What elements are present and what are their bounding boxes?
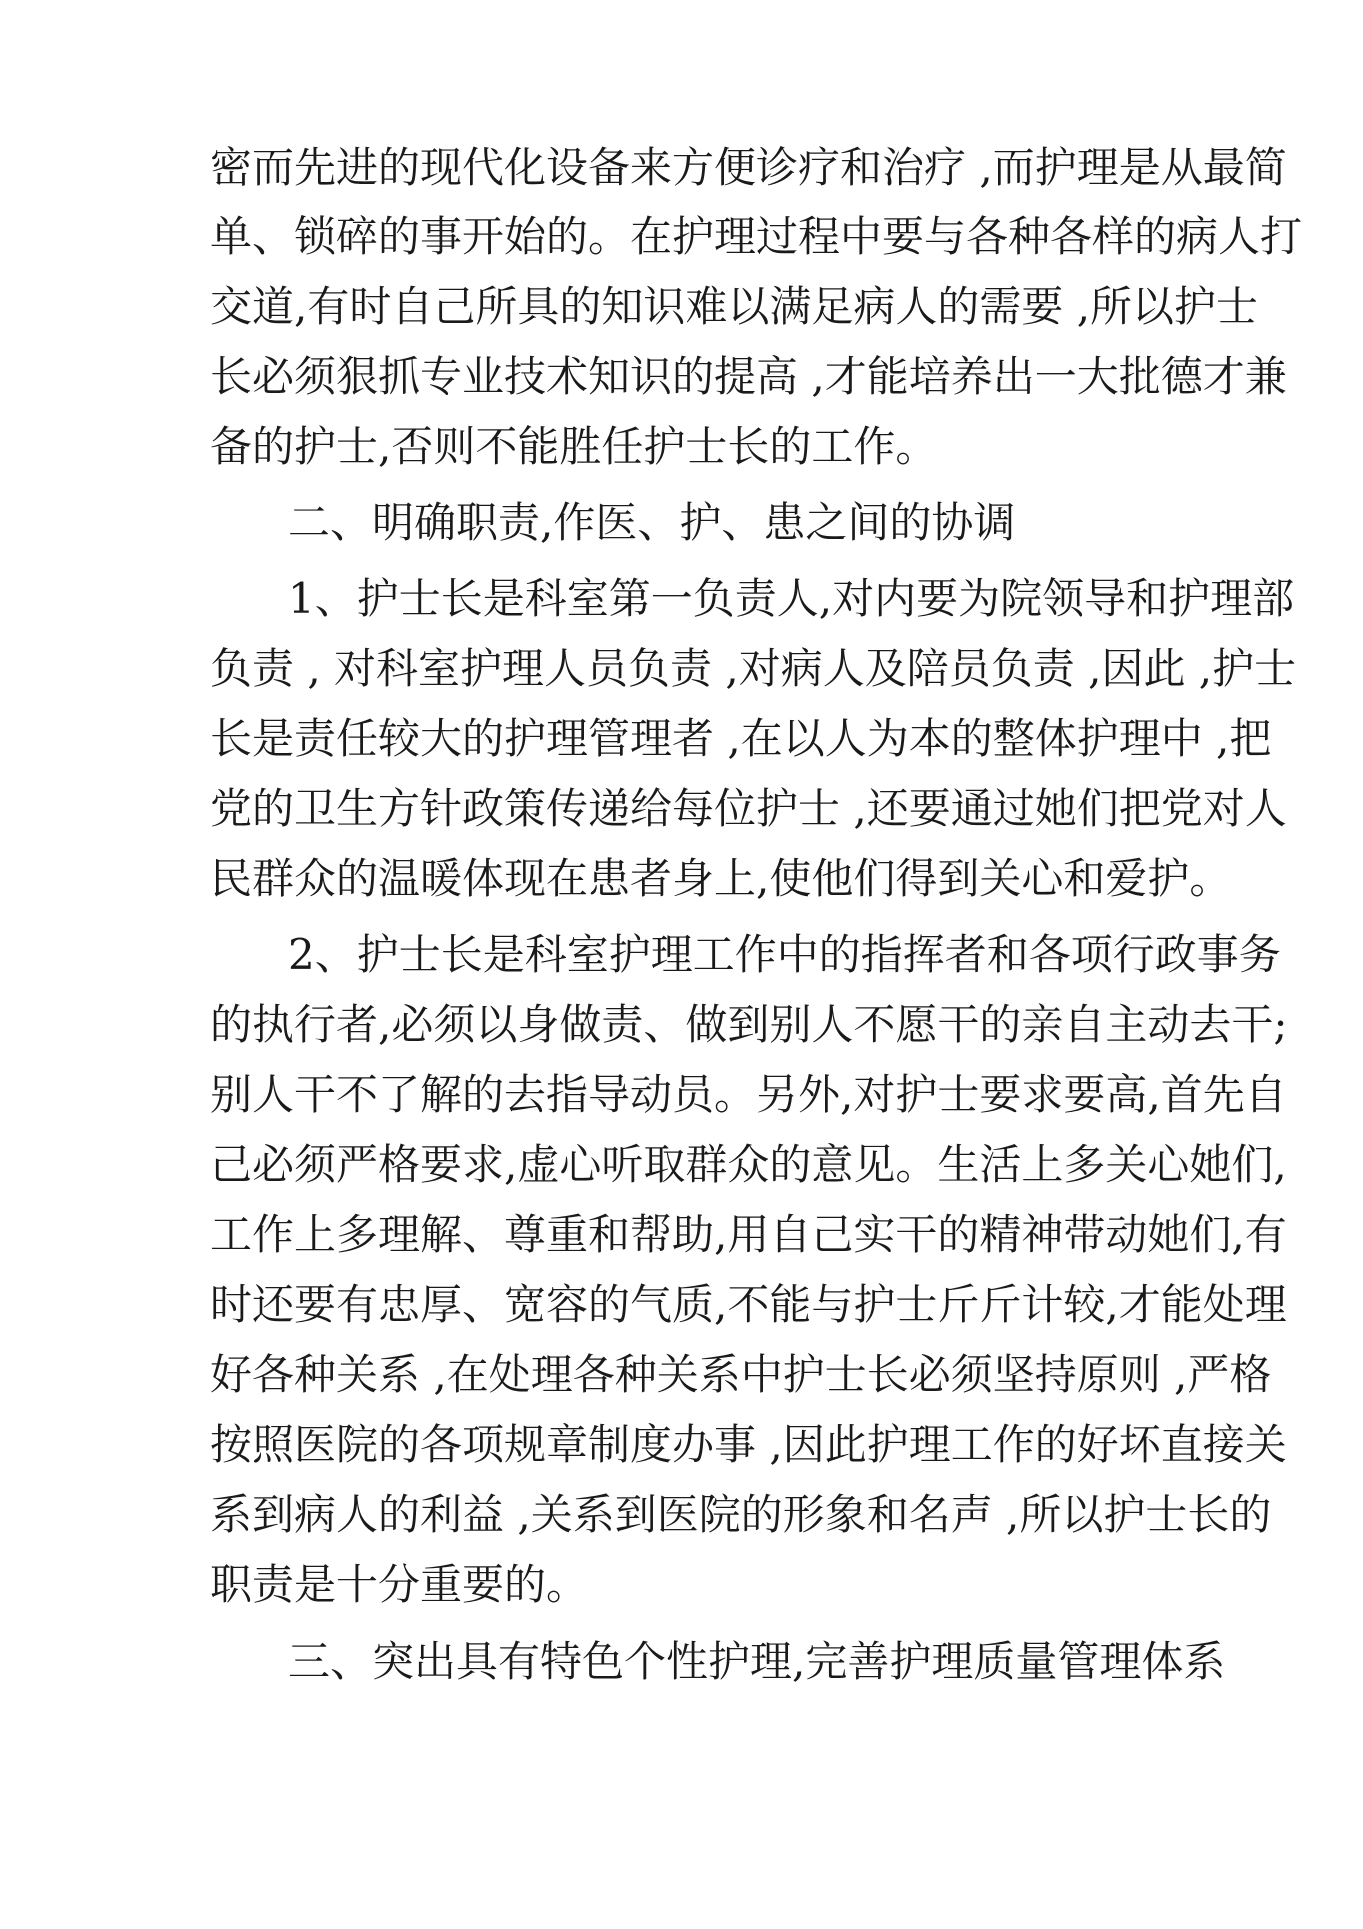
text-line: 民群众的温暖体现在患者身上,使他们得到关心和爱护。 bbox=[210, 854, 1232, 903]
text-line: 按照医院的各项规章制度办事 ,因此护理工作的好坏直接关 bbox=[210, 1420, 1287, 1469]
text-line: 职责是十分重要的。 bbox=[210, 1560, 589, 1609]
paragraph-1-start: 1、护士长是科室第一负责人,对内要为院领导和护理部 bbox=[288, 574, 1295, 623]
section-heading-3: 三、突出具有特色个性护理,完善护理质量管理体系 bbox=[288, 1637, 1226, 1686]
text-line: 备的护士,否则不能胜任护士长的工作。 bbox=[210, 422, 938, 471]
text-line: 密而先进的现代化设备来方便诊疗和治疗 ,而护理是从最简 bbox=[210, 143, 1287, 192]
paragraph-2-start: 2、护士长是科室护理工作中的指挥者和各项行政事务 bbox=[288, 930, 1281, 979]
text-line: 单、锁碎的事开始的。在护理过程中要与各种各样的病人打 bbox=[210, 212, 1303, 261]
text-line: 别人干不了解的去指导动员。另外,对护士要求要高,首先自 bbox=[210, 1070, 1287, 1119]
text-line: 交道,有时自己所具的知识难以满足病人的需要 ,所以护士 bbox=[210, 282, 1259, 331]
text-line: 系到病人的利益 ,关系到医院的形象和名声 ,所以护士长的 bbox=[210, 1490, 1272, 1539]
text-line: 的执行者,必须以身做责、做到别人不愿干的亲自主动去干; bbox=[210, 1000, 1288, 1049]
text-line: 好各种关系 ,在处理各种关系中护士长必须坚持原则 ,严格 bbox=[210, 1350, 1272, 1399]
text-line: 己必须严格要求,虚心听取群众的意见。生活上多关心她们, bbox=[210, 1140, 1287, 1189]
text-line: 工作上多理解、尊重和帮助,用自己实干的精神带动她们,有 bbox=[210, 1210, 1287, 1259]
text-line: 时还要有忠厚、宽容的气质,不能与护士斤斤计较,才能处理 bbox=[210, 1280, 1287, 1329]
text-line: 党的卫生方针政策传递给每位护士 ,还要通过她们把党对人 bbox=[210, 784, 1287, 833]
text-line: 负责 , 对科室护理人员负责 ,对病人及陪员负责 ,因此 ,护士 bbox=[210, 644, 1297, 693]
text-line: 长必须狠抓专业技术知识的提高 ,才能培养出一大批德才兼 bbox=[210, 352, 1287, 401]
section-heading-2: 二、明确职责,作医、护、患之间的协调 bbox=[288, 498, 1016, 547]
text-line: 长是责任较大的护理管理者 ,在以人为本的整体护理中 ,把 bbox=[210, 714, 1272, 763]
